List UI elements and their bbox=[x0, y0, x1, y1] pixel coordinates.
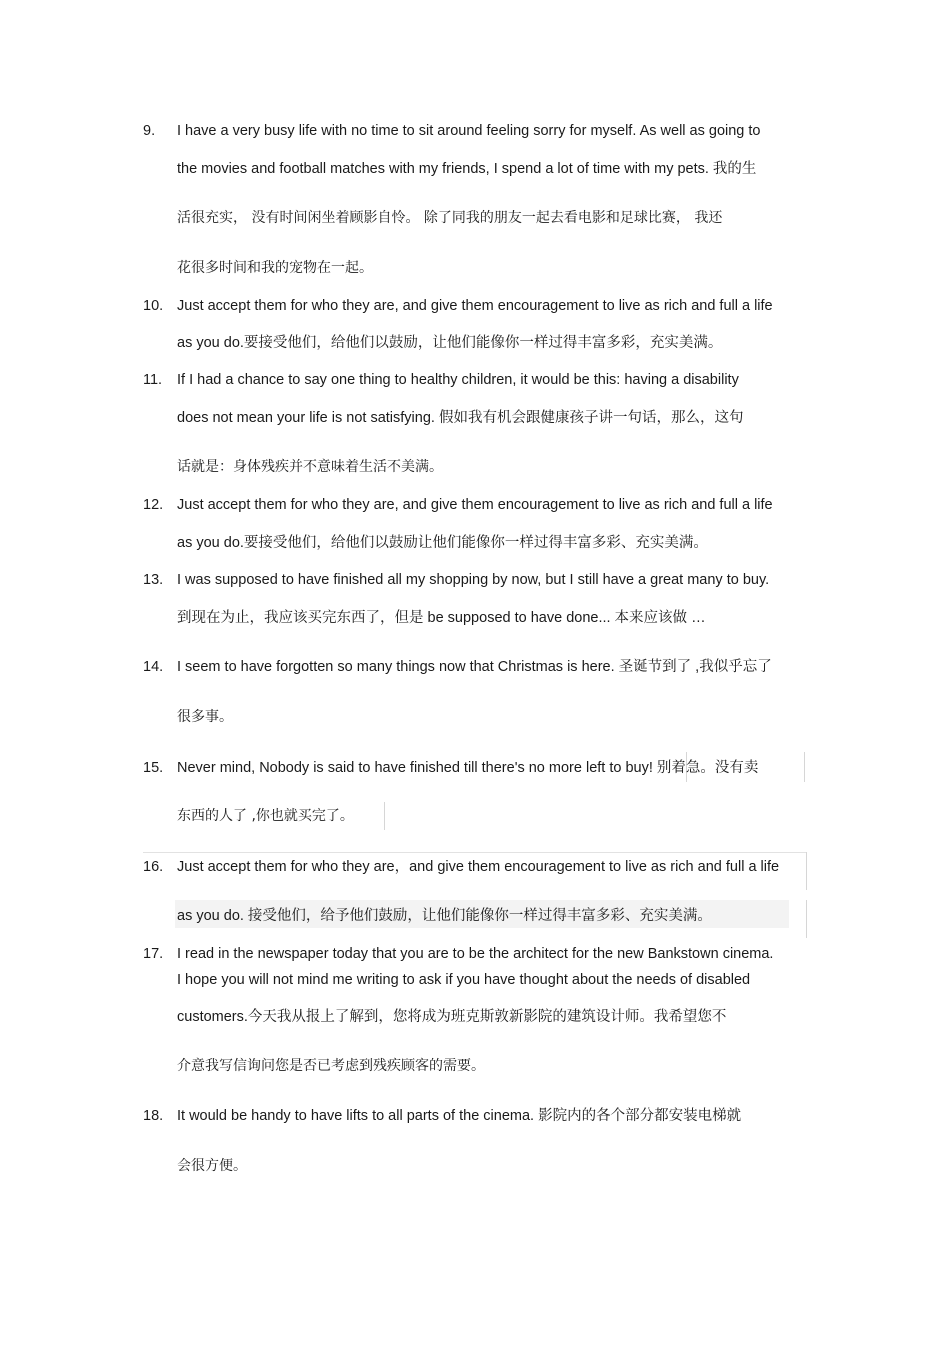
item-number: 15. bbox=[143, 760, 164, 776]
item-text-line: as you do. 接受他们，给予他们鼓励，让他们能像你一样过得丰富多彩、充实美满。 bbox=[177, 908, 712, 924]
item-number: 12. bbox=[143, 497, 164, 513]
item-text-line: the movies and football matches with my friends, I spend a lot of time with my pets. 我的生 bbox=[177, 161, 757, 177]
item-text-line: Just accept them for who they are, and give them encouragement to live as rich and full a life bbox=[177, 497, 773, 513]
item-text-line: 活很充实， 没有时间闲坐着顾影自怜。 除了同我的朋友一起去看电影和足球比赛， 我还 bbox=[177, 210, 723, 226]
item-text-line: 会很方便。 bbox=[177, 1158, 247, 1174]
item-number: 16. bbox=[143, 859, 164, 875]
item-text-line: It would be handy to have lifts to all parts of the cinema. 影院内的各个部分都安装电梯就 bbox=[177, 1108, 742, 1124]
item-text-line: 花很多时间和我的宠物在一起。 bbox=[177, 260, 373, 276]
item-text-line: customers.今天我从报上了解到，您将成为班克斯敦新影院的建筑设计师。我希望您不 bbox=[177, 1009, 727, 1025]
item-text-line: 很多事。 bbox=[177, 709, 233, 725]
cell-border bbox=[806, 900, 807, 938]
cell-border bbox=[384, 802, 385, 830]
item-number: 9. bbox=[143, 123, 156, 139]
item-text-line: 话就是：身体残疾并不意味着生活不美满。 bbox=[177, 459, 443, 475]
item-text-line: does not mean your life is not satisfying. 假如我有机会跟健康孩子讲一句话，那么，这句 bbox=[177, 410, 744, 426]
item-text-line: I have a very busy life with no time to sit around feeling sorry for myself. As well as going to bbox=[177, 123, 761, 139]
item-number: 14. bbox=[143, 659, 164, 675]
item-text-line: Just accept them for who they are, and give them encouragement to live as rich and full a life bbox=[177, 298, 773, 314]
item-text-line: If I had a chance to say one thing to healthy children, it would be this: having a disability bbox=[177, 372, 739, 388]
item-number: 17. bbox=[143, 946, 164, 962]
item-text-line: I hope you will not mind me writing to ask if you have thought about the needs of disabled bbox=[177, 972, 751, 988]
item-text-line: I seem to have forgotten so many things now that Christmas is here. 圣诞节到了 ,我似乎忘了 bbox=[177, 659, 772, 675]
cell-border bbox=[804, 752, 805, 782]
item-text-line: as you do.要接受他们，给他们以鼓励让他们能像你一样过得丰富多彩、充实美满。 bbox=[177, 535, 708, 551]
item-text-line: I read in the newspaper today that you are to be the architect for the new Bankstown cinema. bbox=[177, 946, 774, 962]
item-number: 18. bbox=[143, 1108, 164, 1124]
item-text-line: 东西的人了 ,你也就买完了。 bbox=[177, 808, 354, 824]
cell-border bbox=[806, 852, 807, 890]
item-text-line: Never mind, Nobody is said to have finished till there's no more left to buy! 别着急。没有卖 bbox=[177, 760, 759, 776]
item-text-line: Just accept them for who they are，and give them encouragement to live as rich and full a life bbox=[177, 859, 780, 875]
item-text-line: 介意我写信询问您是否已考虑到残疾顾客的需要。 bbox=[177, 1058, 485, 1074]
cell-border bbox=[143, 852, 806, 853]
item-text-line: I was supposed to have finished all my shopping by now, but I still have a great many to buy. bbox=[177, 572, 770, 588]
item-number: 11. bbox=[143, 372, 163, 388]
item-text-line: 到现在为止，我应该买完东西了，但是 be supposed to have done... 本来应该做 … bbox=[177, 610, 706, 626]
item-text-line: as you do.要接受他们，给他们以鼓励，让他们能像你一样过得丰富多彩，充实美满。 bbox=[177, 335, 723, 351]
item-number: 13. bbox=[143, 572, 164, 588]
item-number: 10. bbox=[143, 298, 164, 314]
